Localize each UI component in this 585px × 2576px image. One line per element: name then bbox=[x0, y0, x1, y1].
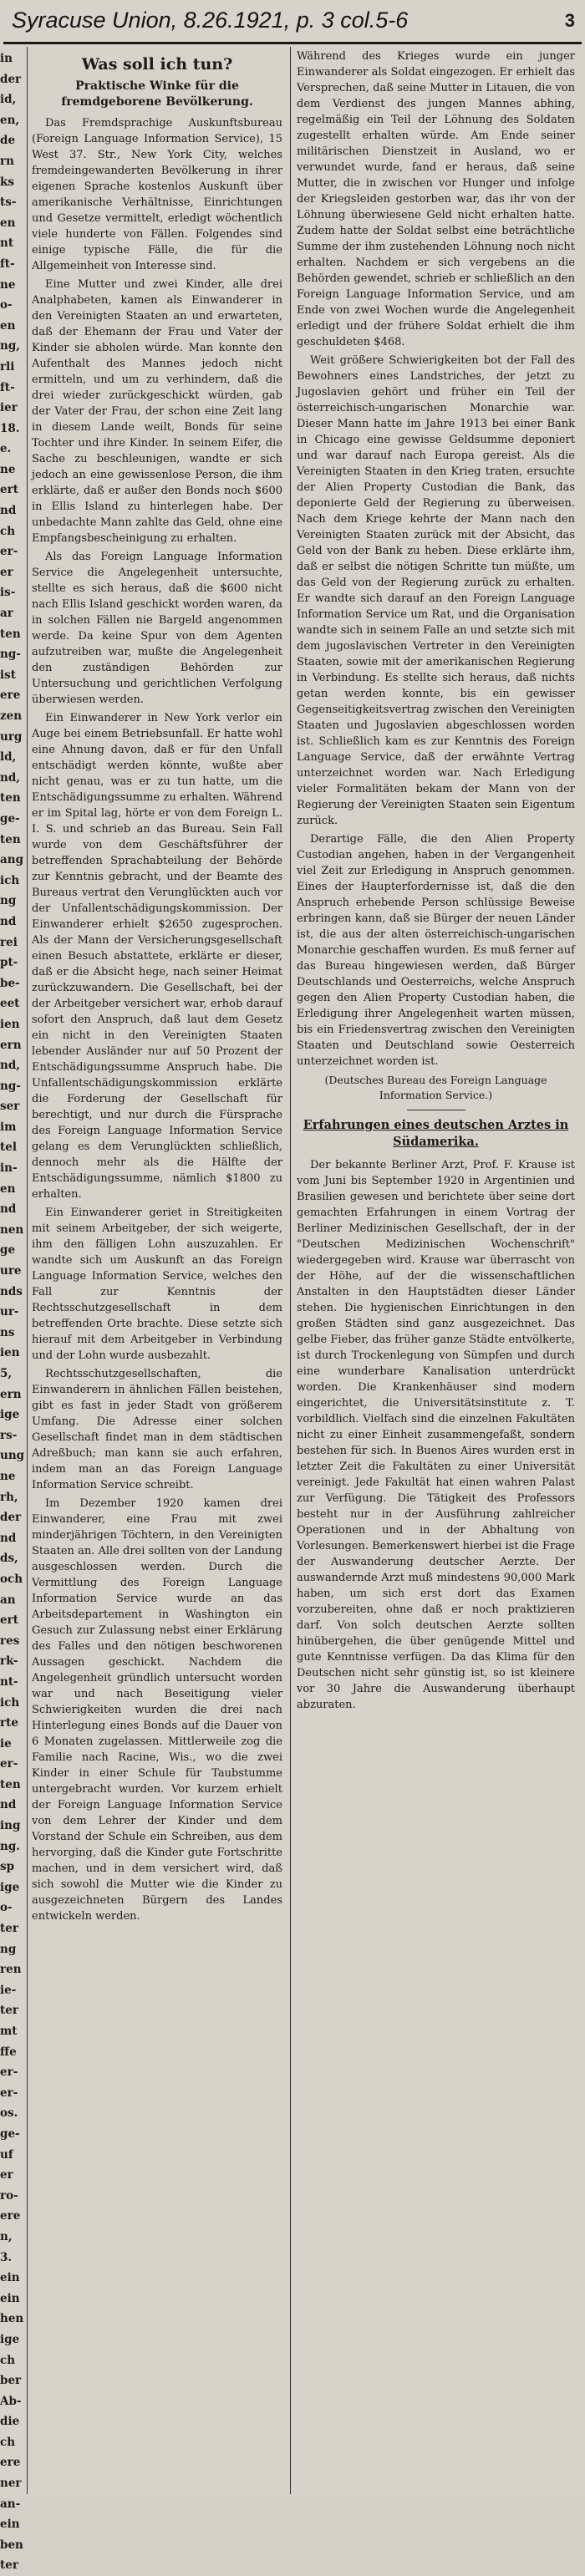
edge-fragment: ten bbox=[0, 627, 21, 641]
edge-fragment: ts- bbox=[0, 196, 17, 210]
edge-fragment: ne bbox=[0, 277, 16, 292]
edge-fragment: ns bbox=[0, 1325, 15, 1339]
edge-fragment: o- bbox=[0, 298, 13, 312]
edge-fragment: n, bbox=[0, 2229, 13, 2243]
edge-fragment: tel bbox=[0, 1141, 17, 1155]
edge-fragment: ge bbox=[0, 1243, 16, 1258]
edge-fragment: ern bbox=[0, 1038, 22, 1052]
edge-fragment: en, bbox=[0, 113, 20, 127]
edge-fragment: ige bbox=[0, 1880, 20, 1894]
edge-fragment: nd bbox=[0, 504, 17, 518]
article-subheading: Praktische Winke für die fremdgeborene Bevölkerung. bbox=[61, 79, 253, 109]
paragraph: Während des Krieges wurde ein junger Einwanderer als Soldat eingezogen. Er erhielt das Versprechen, daß seine Mutter in Litauen, die von dem Verdienst des jungen Mannes abhing, regelmäßig ein Teil der Löhnung des Soldaten zugestellt erhalten würde. Am Ende seiner militärischen Dienstzeit in Ausland, wo er verwundet wurde, fand er heraus, daß seine Mutter, die in zwischen vor Hunger und infolge der Kriegsleiden gestorben war, das ihr von der Löhnung überwiesene Geld nicht erhalten hatte. Zudem hatte der Soldat selbst eine beträchtliche Summe der ihm zustehenden Löhnung noch nicht erhalten. Nachdem er sich vergebens an die Behörden gewendet, schrieb er schließlich an den Foreign Language Information Service, und am Ende von zwei Wochen wurde die Angelegenheit erledigt und der frühere Soldat erhielt die ihm geschuldeten $468. bbox=[297, 50, 575, 348]
edge-fragment: ich bbox=[0, 873, 20, 887]
article-headline: Was soll ich tun? bbox=[81, 55, 233, 74]
edge-fragment: nd, bbox=[0, 770, 20, 785]
edge-fragment: ng, bbox=[0, 339, 20, 353]
edge-fragment: in- bbox=[0, 1161, 18, 1176]
edge-fragment: ng bbox=[0, 894, 17, 908]
edge-fragment: er- bbox=[0, 2086, 18, 2100]
edge-fragment: er- bbox=[0, 545, 18, 559]
edge-fragment: ten bbox=[0, 832, 21, 846]
edge-fragment: ien bbox=[0, 1346, 20, 1360]
edge-fragment: ng. bbox=[0, 1839, 20, 1853]
edge-fragment: ft- bbox=[0, 380, 15, 394]
edge-fragment: ks bbox=[0, 175, 14, 189]
edge-fragment: ere bbox=[0, 2456, 21, 2470]
article-credit: (Deutsches Bureau des Foreign Language Information Service.) bbox=[324, 1074, 547, 1101]
edge-fragment: ure bbox=[0, 1264, 22, 1278]
left-column bbox=[32, 48, 282, 2488]
edge-fragment: nd bbox=[0, 1202, 17, 1217]
edge-fragment: ein bbox=[0, 2291, 20, 2305]
edge-fragment: en bbox=[0, 1181, 16, 1196]
edge-fragment: ge- bbox=[0, 2126, 20, 2141]
left-article-body bbox=[32, 115, 282, 1924]
paragraph: Ein Einwanderer geriet in Streitigkeiten mit seinem Arbeitgeber, der sich weigerte, ihm den fälligen Lohn auszuzahlen. Er wandte sich um Auskunft an das Foreign Language Information Service, welches den Fall zur Kenntnis der Rechtsschutzgesellschaft in dem betreffenden Orte brachte. Diese setzte sich hierauf mit dem Arbeitgeber in Verbindung und der Lohn wurde ausbezahlt. bbox=[32, 1207, 282, 1362]
second-article-headline: Erfahrungen eines deutschen Arztes in Südamerika. bbox=[303, 1118, 569, 1149]
edge-fragment: ie- bbox=[0, 1983, 17, 1997]
paragraph: Rechtsschutzgesellschaften, die Einwanderern in ähnlichen Fällen beistehen, gibt es fast in jeder Stadt von größerem Umfang. Die Adresse einer solchen Gesellschaft findet man in dem städtischen Adreßbuch; man kann sie auch erfahren, indem man an das Foreign Language Information Service schreibt. bbox=[32, 1368, 282, 1491]
edge-fragment: en bbox=[0, 216, 16, 230]
edge-fragment: ige bbox=[0, 1408, 20, 1422]
right-column bbox=[297, 48, 575, 2488]
edge-fragment: ds, bbox=[0, 1552, 18, 1566]
page-number: 3 bbox=[564, 10, 575, 31]
edge-fragment: ern bbox=[0, 1387, 22, 1401]
edge-fragment: ien bbox=[0, 1017, 20, 1031]
edge-fragment: ser bbox=[0, 1100, 20, 1114]
edge-fragment: ld, bbox=[0, 750, 17, 765]
edge-fragment: ben bbox=[0, 2538, 23, 2552]
edge-fragment: ten bbox=[0, 791, 21, 805]
top-rule bbox=[3, 42, 582, 44]
left-edge-fragments bbox=[0, 48, 25, 2573]
edge-fragment: 5, bbox=[0, 1367, 13, 1380]
edge-fragment: nds bbox=[0, 1284, 23, 1298]
edge-fragment: ten bbox=[0, 1777, 21, 1791]
paragraph: Ein Einwanderer in New York verlor ein Auge bei einem Betriebsunfall. Er hatte wohl eine Ahnung davon, daß er für den Unfall entschädigt werden könnte, wußte aber nicht genau, was er zu tun hatte, um die Entschädigungssumme zu erhalten. Während er im Spital lag, hörte er von dem Foreign L. I. S. und schrieb an das Bureau. Sein Fall wurde von dem Geschäftsführer der betreffenden Sprachabteilung der Behörde zur Kenntnis gebracht, und der Beamte des Bureaus vertrat den Verunglückten auch vor der Unfallentschädigungskommission. Der Einwanderer erhielt $2650 zugesprochen. Als der Mann der Versicherungsgesellschaft einen Besuch abstattete, erklärte er dieser, daß er die Absicht hege, nach seiner Heimat zurückzuwandern. Die Gesellschaft, bei der der Arbeitgeber versichert war, erhob darauf sofort den Anspruch, daß laut dem Gesetz ein nicht in den Vereinigten Staaten lebender Ausländer nur auf 50 Prozent der Entschädigungssumme Anspruch habe. Die Unfallentschädigungskommission erklärte die Forderung der Gesellschaft für berechtigt, und nur durch die Fürsprache des Foreign Language Information Service gelang es dem Verunglückten schließlich, dennoch mehr als die Hälfte der Entschädigungssumme, nämlich $1800 zu erhalten. bbox=[32, 712, 282, 1201]
edge-fragment: ter bbox=[0, 1922, 18, 1936]
edge-fragment: ner bbox=[0, 2477, 22, 2491]
edge-fragment: o- bbox=[0, 1901, 13, 1915]
edge-fragment: 3. bbox=[0, 2250, 13, 2264]
edge-fragment: ige bbox=[0, 2332, 20, 2346]
edge-fragment: de bbox=[0, 134, 16, 148]
edge-fragment: Ab- bbox=[0, 2394, 22, 2408]
edge-fragment: nen bbox=[0, 1222, 24, 1237]
edge-fragment: ro- bbox=[0, 2188, 18, 2203]
edge-fragment: ter bbox=[0, 2558, 18, 2573]
edge-fragment: ere bbox=[0, 2209, 21, 2223]
edge-fragment: sp bbox=[0, 1860, 15, 1874]
edge-fragment: ur- bbox=[0, 1305, 19, 1319]
edge-fragment: ein bbox=[0, 2271, 20, 2285]
edge-fragment: ch bbox=[0, 2353, 16, 2367]
second-article-body bbox=[297, 1157, 575, 1713]
paragraph: Als das Foreign Language Information Service die Angelegenheit untersuchte, stellte es sich heraus, daß die $600 nicht nach Ellis Island geschickt worden waren, da in solchen Fällen nie Bargeld angenommen werde. Da keine Spur von dem Agenten aufzutreiben war, mußte die Angelegenheit den zuständigen Behörden zur Untersuchung und gerichtlichen Verfolgung überwiesen werden. bbox=[32, 551, 282, 706]
edge-fragment: ren bbox=[0, 1963, 22, 1977]
edge-fragment: an bbox=[0, 1593, 16, 1607]
edge-fragment: nd bbox=[0, 914, 17, 928]
edge-fragment: ch bbox=[0, 524, 16, 538]
edge-fragment: ert bbox=[0, 483, 18, 497]
edge-fragment: ar bbox=[0, 607, 13, 621]
edge-fragment: ere bbox=[0, 688, 21, 703]
edge-fragment: ie bbox=[0, 1736, 12, 1750]
edge-fragment: er bbox=[0, 2168, 13, 2182]
edge-fragment: is- bbox=[0, 586, 16, 600]
edge-fragment: res bbox=[0, 1633, 20, 1648]
edge-fragment: ier bbox=[0, 401, 18, 415]
paragraph: Im Dezember 1920 kamen drei Einwanderer, eine Frau mit zwei minderjährigen Töchtern, in den Vereinigten Staaten an. Alle drei sollten von der Landung ausgeschlossen werden. Durch die Vermittlung des Foreign Language Information Service wurde an das Arbeitsdepartement in Washington ein Gesuch zur Zulassung nebst einer Erklärung des Falles und den nötigen beschworenen Aussagen geschickt. Nachdem die Angelegenheit gründlich untersucht worden war und nach Beseitigung vieler Schwierigkeiten wurden die drei nach Hinterlegung eines Bonds auf die Dauer von 6 Monaten zugelassen. Mittlerweile zog die Familie nach Racine, Wis., wo die zwei Kinder in einer Schule für Taubstumme untergebracht wurden. Vor kurzem erhielt der Foreign Language Information Service von dem Lehrer der Kinder und dem Vorstand der Schule ein Schreiben, aus dem hervorging, daß die Kinder gute Fortschritte machen, und in dem versichert wird, daß sich sowohl die Mutter wie die Kinder zu ausgezeichneten Bürgern des Landes entwickeln werden. bbox=[32, 1497, 282, 1923]
edge-fragment: uf bbox=[0, 2147, 13, 2162]
paragraph: Der bekannte Berliner Arzt, Prof. F. Krause ist vom Juni bis September 1920 in Argentinien und Brasilien gewesen und berichtete über seine dort gemachten Erfahrungen in einem Vortrag der Berliner Medizinischen Gesellschaft, der in der "Deutschen Medizinischen Wochenschrift" wiedergegeben wird. Krause war überrascht von der Höhe, auf der die wissenschaftlichen Anstalten in den Hauptstädten dieser Länder stehen. Die hygienischen Einrichtungen in den großen Städten sind ganz ausgezeichnet. Das gelbe Fieber, das früher ganze Städte entvölkerte, ist durch Trockenlegung von Sümpfen und durch eine wunderbare Kanalisation unterdrückt worden. Die Krankenhäuser sind modern eingerichtet, die Universitätsinstitute z. T. vorbildlich. Vielfach sind die einzelnen Fakultäten nicht zu einer Einheit zusammengefaßt, sondern bestehen für sich. In Buenos Aires wurden erst in letzter Zeit die Fakultäten zu einer Universität vereinigt. Jede Fakultät hat einen wahren Palast zur Verfügung. Die Tätigkeit des Professors besteht nur in der Ausführung zahlreicher Operationen und in der Abhaltung von Vorlesungen. Bemerkenswert hierbei ist die Frage der Auswanderung deutscher Aerzte. Der auswandernde Arzt muß mindestens 90,000 Mark haben, um sich erst dort das Examen vorzubereiten, ohne daß er noch praktizieren darf. Von solch deutschen Aerzte sollten hinübergehen, die über genügende Mittel und gute Kenntnisse verfügen. Da das Klima für den Deutschen nicht sehr günstig ist, so ist kleinere vor 30 Jahre die Auswanderung überhaupt abzuraten. bbox=[297, 1159, 575, 1711]
paragraph: Eine Mutter und zwei Kinder, alle drei Analphabeten, kamen als Einwanderer in den Vereinigten Staaten an und erwarteten, daß der Ehemann der Frau und Vater der Kinder sie abholen würde. Man konnte den Aufenthalt des Mannes jedoch nicht ermitteln, und um zu verhindern, daß die drei wieder zurückgeschickt würden, gab der Vater der Frau, der schon eine Zeit lang in diesem Lande weilt, Bonds für seine Tochter und ihre Kinder. In seinem Eifer, die Sache zu beschleunigen, wandte er sich jedoch an eine gewissenlose Person, die ihm erklärte, daß er außer den Bonds noch $600 in Ellis Island zu hinterlegen habe. Der unbedachte Mann zahlte das Geld, ohne eine Empfangsbescheinigung zu erhalten. bbox=[32, 278, 282, 545]
edge-fragment: rh, bbox=[0, 1490, 18, 1504]
edge-fragment: nt- bbox=[0, 1674, 18, 1689]
edge-fragment: ng bbox=[0, 1942, 17, 1956]
edge-fragment: en bbox=[0, 318, 16, 333]
edge-fragment: ng- bbox=[0, 1079, 21, 1093]
edge-fragment: er- bbox=[0, 2065, 18, 2080]
edge-fragment: ng- bbox=[0, 648, 21, 662]
edge-fragment: rli bbox=[0, 359, 15, 373]
edge-fragment: er- bbox=[0, 1757, 18, 1771]
edge-fragment: urg bbox=[0, 729, 23, 744]
right-article-body bbox=[297, 48, 575, 1070]
edge-fragment: mt bbox=[0, 2025, 18, 2038]
edge-fragment: ist bbox=[0, 668, 16, 682]
edge-fragment: och bbox=[0, 1572, 23, 1586]
edge-fragment: os. bbox=[0, 2106, 18, 2121]
edge-fragment: rte bbox=[0, 1716, 18, 1730]
edge-fragment: ch bbox=[0, 2435, 16, 2449]
edge-fragment: ter bbox=[0, 2004, 18, 2018]
edge-fragment: der bbox=[0, 1511, 22, 1525]
edge-fragment: be- bbox=[0, 976, 20, 990]
column-divider bbox=[27, 47, 28, 2494]
edge-fragment: ich bbox=[0, 1695, 20, 1710]
edge-fragment: ung bbox=[0, 1449, 25, 1463]
edge-fragment: an- bbox=[0, 2497, 21, 2511]
edge-fragment: eet bbox=[0, 997, 20, 1011]
edge-fragment: rn bbox=[0, 154, 14, 168]
edge-fragment: ang bbox=[0, 853, 24, 867]
column-divider bbox=[290, 47, 291, 2494]
edge-fragment: zen bbox=[0, 709, 23, 723]
paragraph: Weit größere Schwierigkeiten bot der Fall des Bewohners eines Landstriches, der jetzt zu Jugoslavien gehört und früher ein Teil der österreichisch-ungarischen Monarchie war. Dieser Mann hatte im Jahre 1913 bei einer Bank in Chicago eine gewisse Geldsumme deponiert und war darauf nach Europa gereist. Als die Vereinigten Staaten in den Krieg traten, ersuchte der Alien Property Custodian die Bank, das deponierte Geld der Regierung zu überweisen. Nach dem Kriege kehrte der Mann nach den Vereinigten Staaten zurück mit der Absicht, das Geld von der Bank zu heben. Diese erklärte ihm, daß er selbst die nötigen Schritte tun müßte, um das Geld von der Regierung zurück zu erhalten. Er wandte sich darauf an den Foreign Language Information Service um Rat, und die Organisation wandte sich in seinem Falle an und setzte sich mit dem jugoslavischen Vertreter in den Vereinigten Staaten, sowie mit der amerikanischen Regierung in Verbindung. Es stellte sich heraus, daß nichts getan werden konnte, bis ein gewisser Gegenseitigkeitsvertrag zwischen den Vereinigten Staaten und Jugoslavien abgeschlossen worden ist. Schließlich kam es zur Kenntnis des Foreign Language Service, daß der erwähnte Vertrag unterzeichnet worden war. Nach Erledigung vieler Formalitäten bekam der Mann von der Regierung der Vereinigten Staaten sein Eigentum zurück. bbox=[297, 354, 575, 827]
paragraph: Derartige Fälle, die den Alien Property Custodian angehen, haben in der Vergangenheit viel Zeit zur Erledigung in Anspruch genommen. Eines der Haupterfordernisse ist, daß die den Anspruch erhebende Person schlüssige Beweise erbringen kann, daß sie Bürger der neuen Länder ist, die aus der alten österreichisch-ungarischen Monarchie geschaffen wurden. Es muß ferner auf das Bureau hingewiesen werden, daß Bürger Deutschlands und Oesterreichs, welche Anspruch gegen den Alien Property Custodian haben, die Erledigung ihrer Angelegenheit warten müssen, bis ein Friedensvertrag zwischen den Vereinigten Staaten und Deutschland sowie Oesterreich unterzeichnet worden ist. bbox=[297, 833, 575, 1068]
paragraph: Das Fremdsprachige Auskunftsbureau (Foreign Language Information Service), 15 West 37. Str., New York City, welches fremdeingewanderten Bevölkerung in ihrer eigenen Sprache kostenlos Auskunft über amerikanische Verhältnisse, Einrichtungen und Gesetze vermittelt, erledigt wöchentlich viele hunderte von Fällen. Folgendes sind einige typische Fälle, die für die Allgemeinheit von Interesse sind. bbox=[32, 117, 282, 272]
edge-fragment: nt bbox=[0, 236, 14, 251]
page-caption: Syracuse Union, 8.26.1921, p. 3 col.5-6 bbox=[12, 8, 409, 33]
edge-fragment: nd bbox=[0, 1798, 17, 1812]
edge-fragment: ber bbox=[0, 2374, 22, 2388]
edge-fragment: ne bbox=[0, 462, 16, 476]
edge-fragment: in bbox=[0, 52, 13, 65]
edge-fragment: id, bbox=[0, 93, 17, 107]
edge-fragment: rk- bbox=[0, 1654, 18, 1669]
edge-fragment: pt- bbox=[0, 956, 18, 970]
edge-fragment: ge- bbox=[0, 811, 20, 826]
edge-fragment: ffe bbox=[0, 2045, 17, 2059]
edge-fragment: nd, bbox=[0, 1059, 20, 1073]
edge-fragment: rs- bbox=[0, 1428, 18, 1442]
edge-fragment: ein bbox=[0, 2518, 20, 2532]
edge-fragment: hen bbox=[0, 2312, 24, 2326]
edge-fragment: er bbox=[0, 565, 13, 579]
edge-fragment: ne bbox=[0, 1469, 16, 1483]
edge-fragment: ft- bbox=[0, 257, 15, 271]
edge-fragment: 18. bbox=[0, 421, 20, 435]
edge-fragment: die bbox=[0, 2415, 20, 2429]
edge-fragment: der bbox=[0, 72, 22, 86]
edge-fragment: rei bbox=[0, 935, 18, 949]
edge-fragment: nd bbox=[0, 1531, 17, 1545]
edge-fragment: e. bbox=[0, 442, 12, 456]
edge-fragment: ert bbox=[0, 1613, 18, 1628]
edge-fragment: im bbox=[0, 1120, 17, 1134]
edge-fragment: ing bbox=[0, 1819, 21, 1833]
